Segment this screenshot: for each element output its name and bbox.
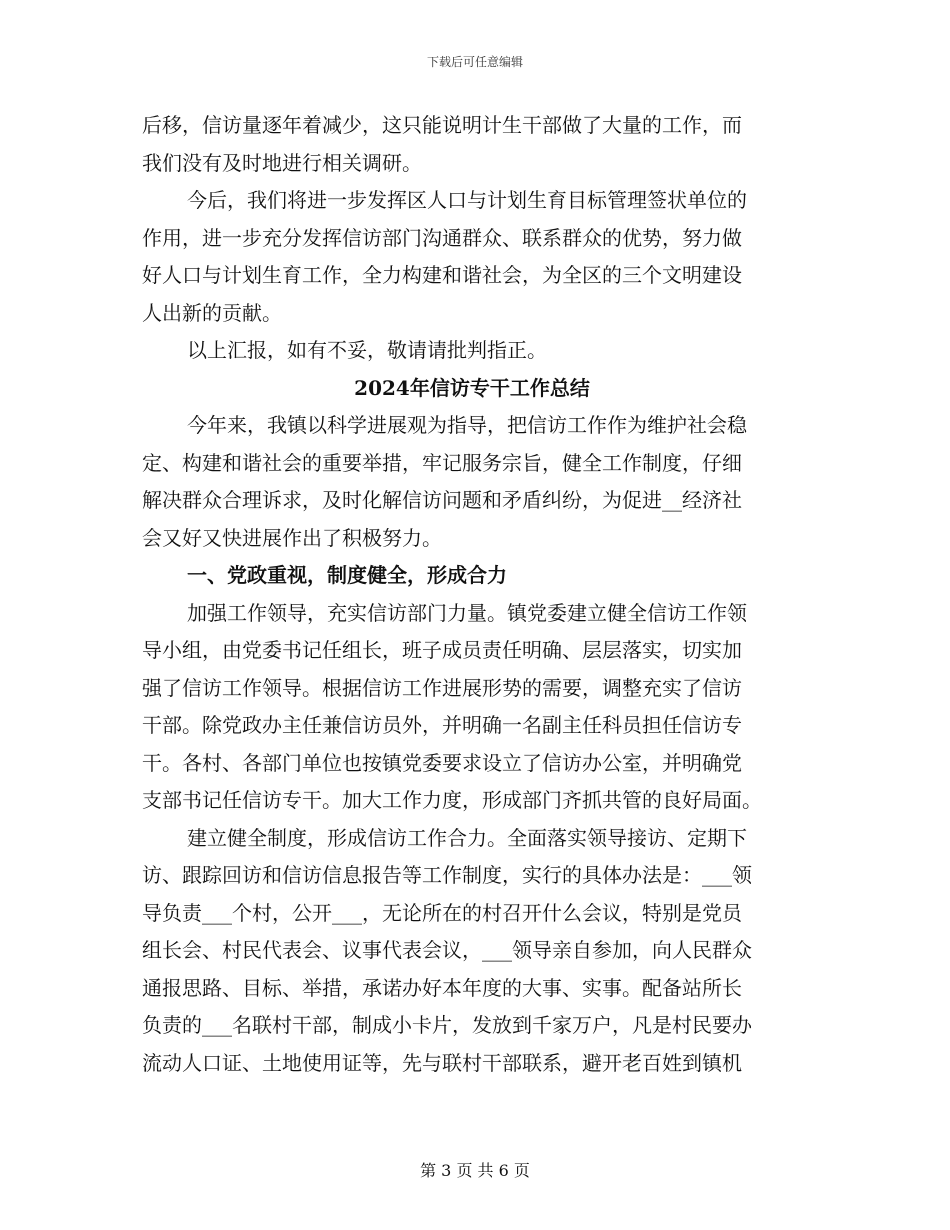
text-line: 流动人口证、土地使用证等，先与联村干部联系，避开老百姓到镇机 (142, 1050, 742, 1075)
text-line: 组长会、村民代表会、议事代表会议，___领导亲自参加，向人民群众 (142, 938, 752, 962)
document-body (142, 107, 802, 1082)
text-line: 以上汇报，如有不妥，敬请请批判指正。 (187, 338, 547, 362)
text-line: 加强工作领导，充实信访部门力量。镇党委建立健全信访工作领 (187, 600, 747, 625)
text-line: 建立健全制度，形成信访工作合力。全面落实领导接访、定期下 (187, 825, 747, 850)
text-line: 干。各村、各部门单位也按镇党委要求设立了信访办公室，并明确党 (142, 750, 742, 775)
text-line: 今后，我们将进一步发挥区人口与计划生育目标管理签状单位的 (187, 188, 747, 212)
text-line: 会又好又快进展作出了积极努力。 (142, 525, 442, 550)
text-line: 干部。除党政办主任兼信访员外，并明确一名副主任科员担任信访专 (142, 713, 742, 737)
document-title: 2024年信访专干工作总结 (354, 375, 590, 400)
text-line: 支部书记任信访专干。加大工作力度，形成部门齐抓共管的良好局面。 (142, 788, 762, 812)
text-line: 后移，信访量逐年着减少，这只能说明计生干部做了大量的工作，而 (142, 113, 742, 137)
page-footer: 第 3 页 共 6 页 (420, 1161, 530, 1180)
section-heading: 一、党政重视，制度健全，形成合力 (187, 563, 507, 587)
text-line: 我们没有及时地进行相关调研。 (142, 150, 422, 175)
text-line: 强了信访工作领导。根据信访工作进展形势的需要，调整充实了信访 (142, 675, 742, 700)
text-line: 定、构建和谐社会的重要举措，牢记服务宗旨，健全工作制度，仔细 (142, 450, 742, 475)
text-line: 人出新的贡献。 (142, 300, 282, 325)
text-line: 负责的___名联村干部，制成小卡片，发放到千家万户，凡是村民要办 (142, 1013, 752, 1037)
text-line: 导小组，由党委书记任组长，班子成员责任明确、层层落实，切实加 (142, 638, 742, 662)
text-line: 导负责___个村，公开___，无论所在的村召开什么会议，特别是党员 (142, 900, 742, 925)
text-line: 好人口与计划生育工作，全力构建和谐社会，为全区的三个文明建设 (142, 263, 742, 287)
text-line: 访、跟踪回访和信访信息报告等工作制度，实行的具体办法是：___领 (142, 863, 752, 887)
text-line: 作用，进一步充分发挥信访部门沟通群众、联系群众的优势，努力做 (142, 225, 742, 250)
text-line: 通报思路、目标、举措，承诺办好本年度的大事、实事。配备站所长 (142, 975, 742, 1000)
page-header: 下载后可任意编辑 (426, 55, 523, 69)
text-line: 今年来，我镇以科学进展观为指导，把信访工作作为维护社会稳 (187, 413, 747, 437)
text-line: 解决群众合理诉求，及时化解信访问题和矛盾纠纷，为促进__经济社 (142, 488, 742, 512)
